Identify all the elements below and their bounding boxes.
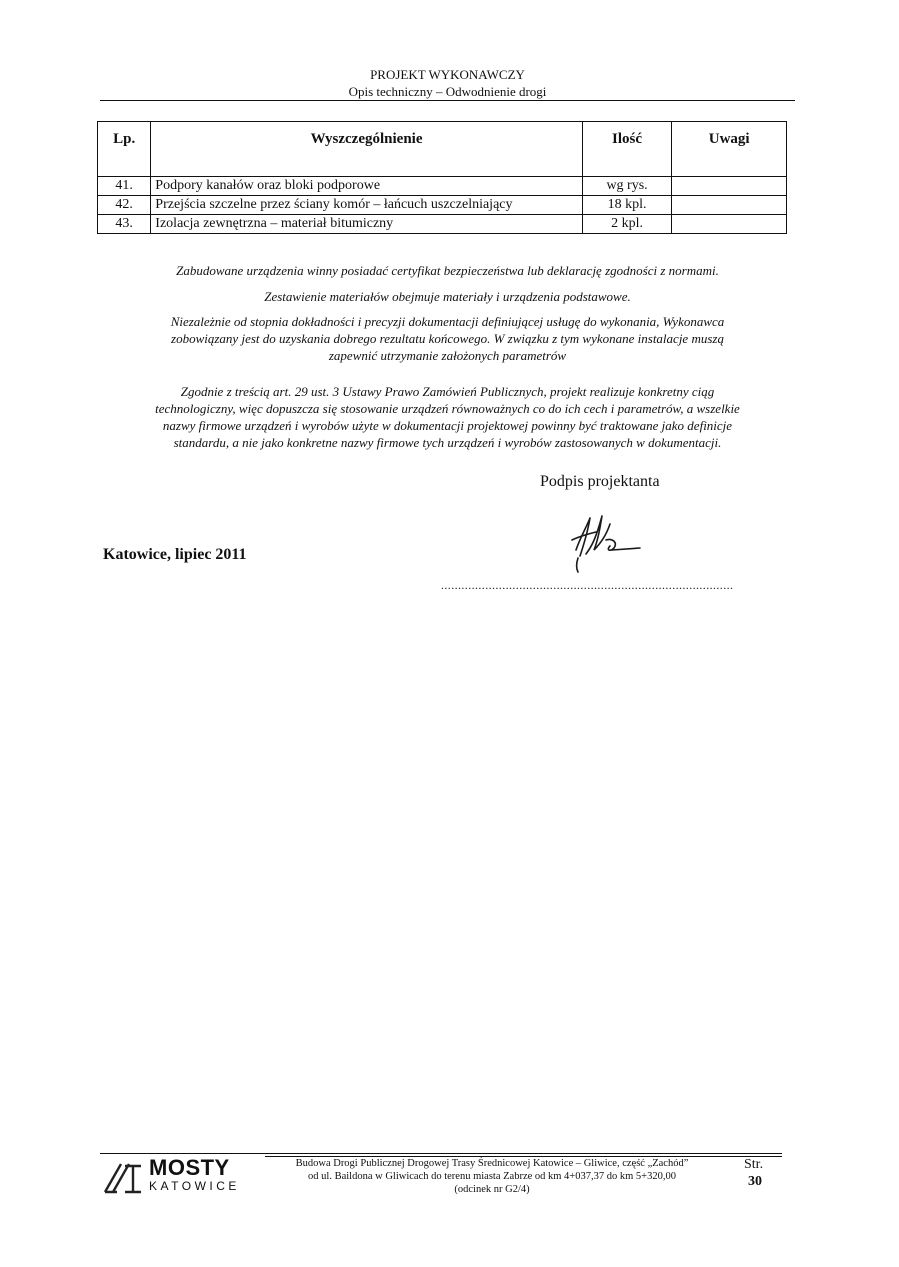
handwritten-signature	[566, 510, 646, 576]
signature-line: ......................................................................................	[441, 578, 734, 592]
note-law-line-1: Zgodnie z treścią art. 29 ust. 3 Ustawy Prawo Zamówień Publicznych, projekt realizuje konkretny ciąg	[180, 384, 715, 399]
table-row	[98, 196, 787, 215]
table-row	[98, 215, 787, 234]
row-number: 42.	[98, 196, 151, 215]
row-notes	[672, 215, 787, 234]
note-law-line-3: nazwy firmowe urządzeń i wyrobów użyte w dokumentacji projektowej powinny być traktowane jako definicje	[162, 418, 733, 433]
note-contractor-line-1: Niezależnie od stopnia dokładności i precyzji dokumentacji definiującej usługę do wykonania, Wykonawca	[170, 314, 725, 329]
document-title: PROJEKT WYKONAWCZY	[370, 67, 525, 82]
note-law-line-2: technologiczny, więc dopuszcza się stosowanie urządzeń równoważnych co do ich cech i parametrów, a wszelkie	[155, 401, 740, 416]
row-number: 43.	[98, 215, 151, 234]
footer-project-description	[262, 1157, 722, 1196]
document-subtitle: Opis techniczny – Odwodnienie drogi	[348, 84, 547, 99]
row-notes	[672, 177, 787, 196]
column-header-description: Wyszczególnienie	[151, 122, 583, 177]
column-header-quantity: Ilość	[582, 122, 672, 177]
column-header-notes: Uwagi	[672, 122, 787, 177]
page-number: 30	[748, 1174, 762, 1189]
mosty-logo-icon	[103, 1160, 143, 1194]
note-certificates: Zabudowane urządzenia winny posiadać certyfikat bezpieczeństwa lub deklarację zgodności z normami.	[176, 263, 719, 278]
table-row	[98, 177, 787, 196]
page-label: Str.	[744, 1157, 764, 1172]
footer-line-3: (odcinek nr G2/4)	[454, 1184, 530, 1195]
signature-label: Podpis projektanta	[540, 473, 660, 490]
row-description: Izolacja zewnętrzna – materiał bitumiczny	[151, 215, 583, 234]
header-divider	[100, 100, 795, 101]
materials-table	[97, 121, 787, 234]
row-description: Podpory kanałów oraz bloki podporowe	[151, 177, 583, 196]
row-quantity: wg rys.	[582, 177, 672, 196]
row-number: 41.	[98, 177, 151, 196]
footer-divider	[100, 1153, 782, 1154]
row-quantity: 2 kpl.	[582, 215, 672, 234]
row-description: Przejścia szczelne przez ściany komór – łańcuch uszczelniający	[151, 196, 583, 215]
row-quantity: 18 kpl.	[582, 196, 672, 215]
place-and-date: Katowice, lipiec 2011	[103, 546, 247, 563]
note-materials-scope: Zestawienie materiałów obejmuje materiały i urządzenia podstawowe.	[264, 289, 631, 304]
row-notes	[672, 196, 787, 215]
note-contractor-line-3: zapewnić utrzymanie założonych parametrów	[328, 348, 567, 363]
company-logo-name: MOSTY	[149, 1155, 230, 1180]
footer-line-1: Budowa Drogi Publicznej Drogowej Trasy Średnicowej Katowice – Gliwice, część „Zachód”	[295, 1158, 689, 1169]
footer-line-2: od ul. Baildona w Gliwicach do terenu miasta Zabrze od km 4+037,37 do km 5+320,00	[308, 1171, 676, 1182]
column-header-lp: Lp.	[98, 122, 151, 177]
company-logo-city: KATOWICE	[149, 1179, 240, 1193]
note-law-line-4: standardu, a nie jako konkretne nazwy firmowe tych urządzeń i wyrobów zastosowanych w dokumentacji.	[173, 435, 722, 450]
table-header-row	[98, 122, 787, 177]
note-contractor-line-2: zobowiązany jest do uzyskania dobrego rezultatu końcowego. W związku z tym wykonane instalacje muszą	[171, 331, 724, 346]
